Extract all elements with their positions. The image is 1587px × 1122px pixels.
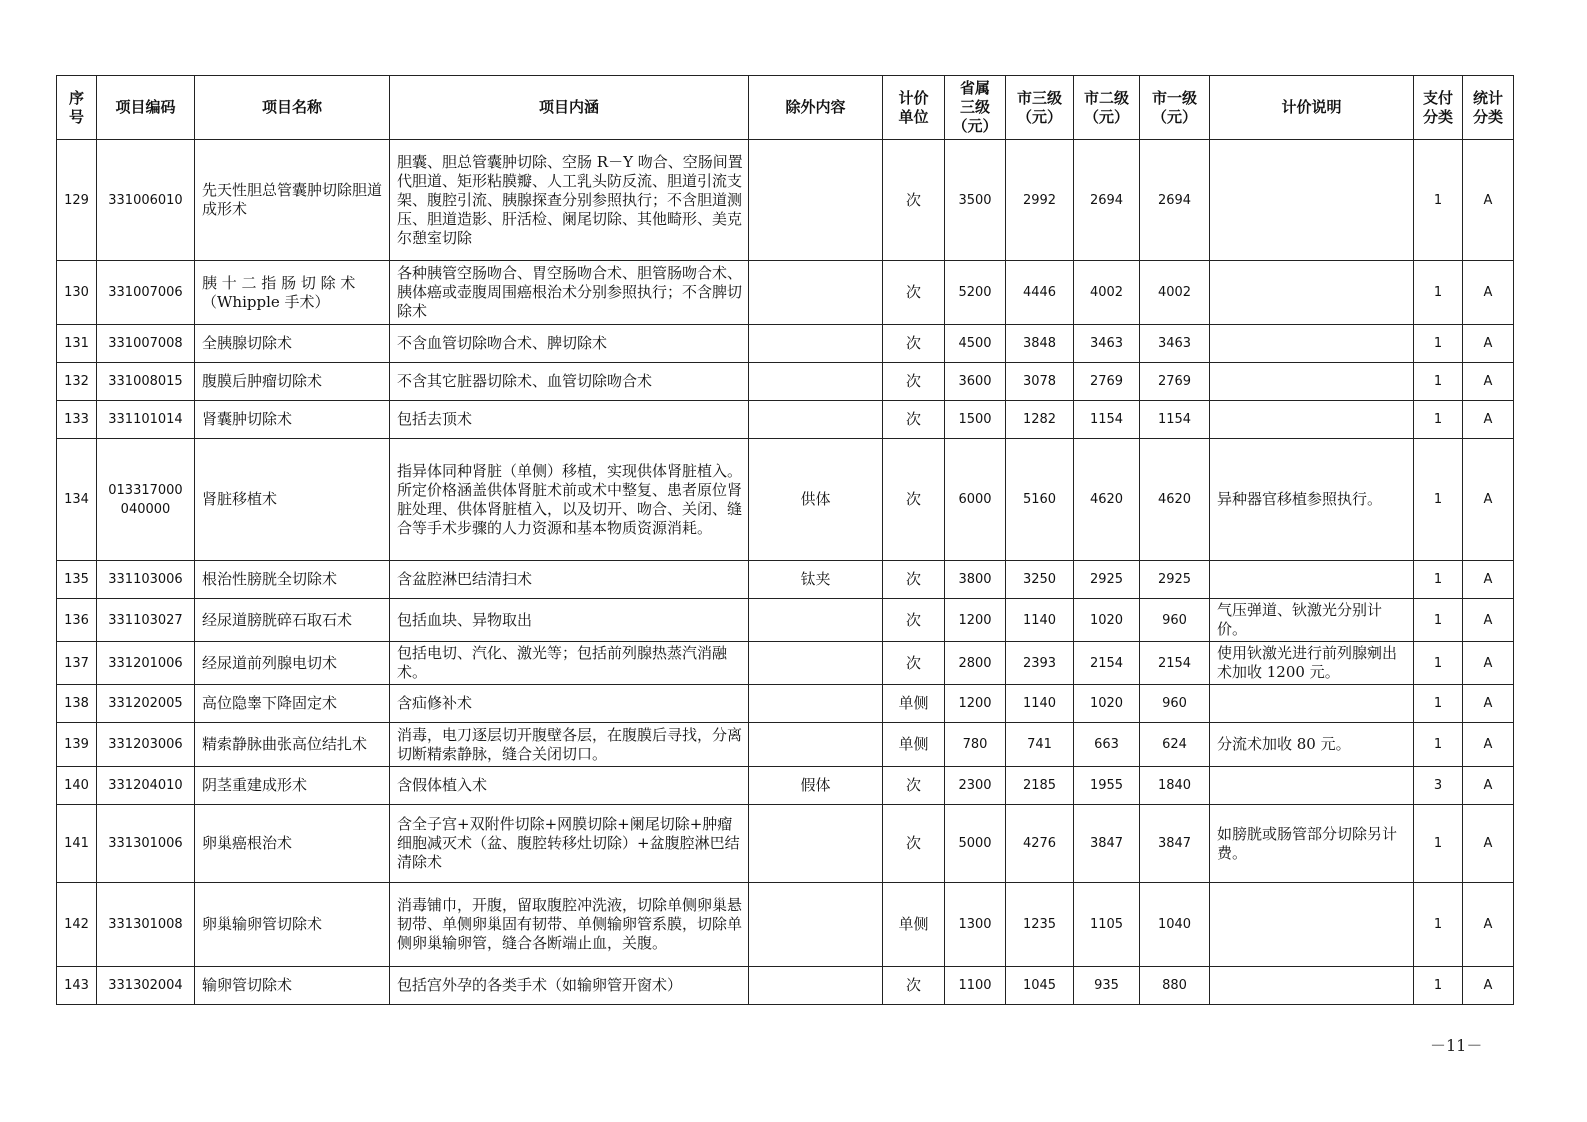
row-unit: 次 — [883, 561, 945, 599]
table-row — [57, 439, 1514, 561]
row-stat-class: A — [1463, 685, 1514, 723]
row-content: 包括血块、异物取出 — [390, 599, 749, 642]
row-content: 含假体植入术 — [390, 767, 749, 805]
row-city3-price: 1140 — [1006, 599, 1074, 642]
row-city3-price: 2185 — [1006, 767, 1074, 805]
fee-schedule-table — [56, 75, 1514, 1005]
row-stat-class: A — [1463, 401, 1514, 439]
row-city3-price: 5160 — [1006, 439, 1074, 561]
header-row — [57, 76, 1514, 140]
row-unit: 单侧 — [883, 723, 945, 767]
row-city2-price: 2769 — [1074, 363, 1140, 401]
table-row — [57, 599, 1514, 642]
row-note — [1210, 401, 1414, 439]
row-note — [1210, 883, 1414, 967]
header-note: 计价说明 — [1210, 76, 1414, 140]
row-name: 卵巢癌根治术 — [195, 805, 390, 883]
row-city2-price: 3847 — [1074, 805, 1140, 883]
table-row — [57, 967, 1514, 1005]
row-stat-class: A — [1463, 599, 1514, 642]
header-code: 项目编码 — [97, 76, 195, 140]
table-row — [57, 261, 1514, 325]
row-pay-class: 1 — [1414, 401, 1463, 439]
header-unit: 计价 单位 — [883, 76, 945, 140]
row-city1-price: 2694 — [1140, 140, 1210, 261]
row-city2-price: 2694 — [1074, 140, 1140, 261]
row-excluded: 供体 — [749, 439, 883, 561]
row-city2-price: 1020 — [1074, 599, 1140, 642]
row-prov-price: 4500 — [945, 325, 1006, 363]
row-content: 包括宫外孕的各类手术（如输卵管开窗术） — [390, 967, 749, 1005]
row-prov-price: 780 — [945, 723, 1006, 767]
row-city1-price: 1040 — [1140, 883, 1210, 967]
row-code: 331203006 — [97, 723, 195, 767]
row-note — [1210, 767, 1414, 805]
row-pay-class: 1 — [1414, 325, 1463, 363]
row-pay-class: 1 — [1414, 261, 1463, 325]
row-name: 经尿道前列腺电切术 — [195, 642, 390, 685]
row-name: 肾脏移植术 — [195, 439, 390, 561]
row-city2-price: 2154 — [1074, 642, 1140, 685]
row-code: 331302004 — [97, 967, 195, 1005]
header-excluded: 除外内容 — [749, 76, 883, 140]
row-note: 使用钬激光进行前列腺剜出术加收 1200 元。 — [1210, 642, 1414, 685]
row-content: 消毒，电刀逐层切开腹壁各层，在腹膜后寻找，分离切断精索静脉，缝合关闭切口。 — [390, 723, 749, 767]
row-seq: 129 — [57, 140, 97, 261]
row-city2-price: 3463 — [1074, 325, 1140, 363]
header-city2: 市二级 （元） — [1074, 76, 1140, 140]
row-prov-price: 3800 — [945, 561, 1006, 599]
row-seq: 130 — [57, 261, 97, 325]
row-prov-price: 1500 — [945, 401, 1006, 439]
table-row — [57, 685, 1514, 723]
row-unit: 次 — [883, 767, 945, 805]
table-row — [57, 767, 1514, 805]
row-city1-price: 3847 — [1140, 805, 1210, 883]
row-seq: 140 — [57, 767, 97, 805]
table-row — [57, 642, 1514, 685]
row-prov-price: 2300 — [945, 767, 1006, 805]
row-city1-price: 2925 — [1140, 561, 1210, 599]
row-stat-class: A — [1463, 261, 1514, 325]
row-code: 331301006 — [97, 805, 195, 883]
row-stat-class: A — [1463, 642, 1514, 685]
row-name: 阴茎重建成形术 — [195, 767, 390, 805]
row-name: 输卵管切除术 — [195, 967, 390, 1005]
header-pay: 支付 分类 — [1414, 76, 1463, 140]
row-city3-price: 4446 — [1006, 261, 1074, 325]
row-unit: 次 — [883, 325, 945, 363]
row-excluded — [749, 325, 883, 363]
row-code: 331101014 — [97, 401, 195, 439]
row-stat-class: A — [1463, 439, 1514, 561]
row-city3-price: 1282 — [1006, 401, 1074, 439]
header-name: 项目名称 — [195, 76, 390, 140]
row-note — [1210, 325, 1414, 363]
row-stat-class: A — [1463, 723, 1514, 767]
row-city1-price: 1840 — [1140, 767, 1210, 805]
table-row — [57, 561, 1514, 599]
row-seq: 135 — [57, 561, 97, 599]
row-content: 各种胰管空肠吻合、胃空肠吻合术、胆管肠吻合术、胰体癌或壶腹周围癌根治术分别参照执行；不含脾切除术 — [390, 261, 749, 325]
row-excluded — [749, 883, 883, 967]
row-prov-price: 5000 — [945, 805, 1006, 883]
row-seq: 134 — [57, 439, 97, 561]
row-content: 胆囊、胆总管囊肿切除、空肠 R－Y 吻合、空肠间置代胆道、矩形粘膜瓣、人工乳头防反流、胆道引流支架、腹腔引流、胰腺探查分别参照执行；不含胆道测压、胆道造影、肝活检、阑尾切除、其他畸形、美克尔憩室切除 — [390, 140, 749, 261]
row-seq: 139 — [57, 723, 97, 767]
row-pay-class: 1 — [1414, 363, 1463, 401]
row-unit: 次 — [883, 599, 945, 642]
row-seq: 142 — [57, 883, 97, 967]
row-city1-price: 2154 — [1140, 642, 1210, 685]
row-note: 异种器官移植参照执行。 — [1210, 439, 1414, 561]
row-name: 全胰腺切除术 — [195, 325, 390, 363]
row-excluded — [749, 140, 883, 261]
row-city2-price: 4002 — [1074, 261, 1140, 325]
row-prov-price: 3500 — [945, 140, 1006, 261]
table-row — [57, 723, 1514, 767]
row-unit: 次 — [883, 140, 945, 261]
row-content: 包括电切、汽化、激光等；包括前列腺热蒸汽消融术。 — [390, 642, 749, 685]
row-stat-class: A — [1463, 363, 1514, 401]
row-code: 331008015 — [97, 363, 195, 401]
row-city2-price: 663 — [1074, 723, 1140, 767]
row-pay-class: 1 — [1414, 599, 1463, 642]
row-name: 卵巢输卵管切除术 — [195, 883, 390, 967]
row-name: 腹膜后肿瘤切除术 — [195, 363, 390, 401]
row-unit: 次 — [883, 642, 945, 685]
row-name: 精索静脉曲张高位结扎术 — [195, 723, 390, 767]
row-seq: 143 — [57, 967, 97, 1005]
row-note — [1210, 363, 1414, 401]
row-name: 经尿道膀胱碎石取石术 — [195, 599, 390, 642]
row-city3-price: 4276 — [1006, 805, 1074, 883]
row-seq: 137 — [57, 642, 97, 685]
table-row — [57, 140, 1514, 261]
row-unit: 次 — [883, 967, 945, 1005]
row-name: 根治性膀胱全切除术 — [195, 561, 390, 599]
row-code: 331103006 — [97, 561, 195, 599]
row-pay-class: 1 — [1414, 685, 1463, 723]
row-code: 331201006 — [97, 642, 195, 685]
row-name: 先天性胆总管囊肿切除胆道成形术 — [195, 140, 390, 261]
row-code: 331007006 — [97, 261, 195, 325]
row-city1-price: 960 — [1140, 685, 1210, 723]
header-city3: 市三级 （元） — [1006, 76, 1074, 140]
row-pay-class: 1 — [1414, 140, 1463, 261]
row-city3-price: 3250 — [1006, 561, 1074, 599]
row-prov-price: 5200 — [945, 261, 1006, 325]
row-city3-price: 741 — [1006, 723, 1074, 767]
header-seq: 序 号 — [57, 76, 97, 140]
row-stat-class: A — [1463, 325, 1514, 363]
row-city2-price: 935 — [1074, 967, 1140, 1005]
row-prov-price: 3600 — [945, 363, 1006, 401]
row-code: 331204010 — [97, 767, 195, 805]
row-content: 含全子宫+双附件切除+网膜切除+阑尾切除+肿瘤细胞减灭术（盆、腹腔转移灶切除）+盆腹腔淋巴结清除术 — [390, 805, 749, 883]
row-content: 指异体同种肾脏（单侧）移植，实现供体肾脏植入。所定价格涵盖供体肾脏术前或术中整复、患者原位肾脏处理、供体肾脏植入，以及切开、吻合、关闭、缝合等手术步骤的人力资源和基本物质资源消耗。 — [390, 439, 749, 561]
row-unit: 次 — [883, 261, 945, 325]
row-note — [1210, 967, 1414, 1005]
row-city1-price: 4002 — [1140, 261, 1210, 325]
row-excluded — [749, 805, 883, 883]
row-prov-price: 2800 — [945, 642, 1006, 685]
row-excluded — [749, 599, 883, 642]
row-content: 不含其它脏器切除术、血管切除吻合术 — [390, 363, 749, 401]
row-city1-price: 960 — [1140, 599, 1210, 642]
row-city1-price: 3463 — [1140, 325, 1210, 363]
row-city2-price: 1020 — [1074, 685, 1140, 723]
row-city1-price: 880 — [1140, 967, 1210, 1005]
row-seq: 136 — [57, 599, 97, 642]
row-prov-price: 6000 — [945, 439, 1006, 561]
row-city1-price: 2769 — [1140, 363, 1210, 401]
row-pay-class: 1 — [1414, 723, 1463, 767]
row-stat-class: A — [1463, 805, 1514, 883]
row-city3-price: 2393 — [1006, 642, 1074, 685]
row-name: 高位隐睾下降固定术 — [195, 685, 390, 723]
row-note — [1210, 685, 1414, 723]
row-pay-class: 1 — [1414, 642, 1463, 685]
row-city3-price: 1140 — [1006, 685, 1074, 723]
row-prov-price: 1200 — [945, 685, 1006, 723]
row-excluded — [749, 401, 883, 439]
row-note: 分流术加收 80 元。 — [1210, 723, 1414, 767]
row-prov-price: 1200 — [945, 599, 1006, 642]
row-excluded — [749, 685, 883, 723]
row-city1-price: 1154 — [1140, 401, 1210, 439]
table-row — [57, 805, 1514, 883]
row-excluded — [749, 261, 883, 325]
row-excluded — [749, 642, 883, 685]
row-excluded — [749, 363, 883, 401]
row-name: 胰 十 二 指 肠 切 除 术（Whipple 手术） — [195, 261, 390, 325]
row-city1-price: 4620 — [1140, 439, 1210, 561]
row-prov-price: 1100 — [945, 967, 1006, 1005]
row-note — [1210, 261, 1414, 325]
table-row — [57, 325, 1514, 363]
row-content: 不含血管切除吻合术、脾切除术 — [390, 325, 749, 363]
row-seq: 132 — [57, 363, 97, 401]
row-city2-price: 4620 — [1074, 439, 1140, 561]
row-stat-class: A — [1463, 883, 1514, 967]
page-number: －11－ — [1430, 1036, 1483, 1055]
row-stat-class: A — [1463, 561, 1514, 599]
row-city3-price: 1045 — [1006, 967, 1074, 1005]
row-stat-class: A — [1463, 140, 1514, 261]
row-pay-class: 3 — [1414, 767, 1463, 805]
row-city2-price: 2925 — [1074, 561, 1140, 599]
row-excluded: 钛夹 — [749, 561, 883, 599]
row-unit: 次 — [883, 363, 945, 401]
row-content: 含盆腔淋巴结清扫术 — [390, 561, 749, 599]
header-stat: 统计 分类 — [1463, 76, 1514, 140]
row-pay-class: 1 — [1414, 439, 1463, 561]
row-seq: 131 — [57, 325, 97, 363]
row-prov-price: 1300 — [945, 883, 1006, 967]
row-code: 331007008 — [97, 325, 195, 363]
row-seq: 141 — [57, 805, 97, 883]
row-code: 331006010 — [97, 140, 195, 261]
row-pay-class: 1 — [1414, 967, 1463, 1005]
row-content: 含疝修补术 — [390, 685, 749, 723]
row-unit: 次 — [883, 805, 945, 883]
row-city1-price: 624 — [1140, 723, 1210, 767]
row-unit: 单侧 — [883, 883, 945, 967]
row-city3-price: 1235 — [1006, 883, 1074, 967]
row-pay-class: 1 — [1414, 883, 1463, 967]
row-stat-class: A — [1463, 967, 1514, 1005]
row-name: 肾囊肿切除术 — [195, 401, 390, 439]
row-city3-price: 3848 — [1006, 325, 1074, 363]
row-excluded — [749, 967, 883, 1005]
row-content: 包括去顶术 — [390, 401, 749, 439]
row-city3-price: 2992 — [1006, 140, 1074, 261]
row-city2-price: 1154 — [1074, 401, 1140, 439]
row-pay-class: 1 — [1414, 561, 1463, 599]
row-city2-price: 1105 — [1074, 883, 1140, 967]
row-content: 消毒铺巾，开腹，留取腹腔冲洗液，切除单侧卵巢悬韧带、单侧卵巢固有韧带、单侧输卵管系膜，切除单侧卵巢输卵管，缝合各断端止血，关腹。 — [390, 883, 749, 967]
table-row — [57, 883, 1514, 967]
row-unit: 次 — [883, 401, 945, 439]
row-note — [1210, 140, 1414, 261]
row-note — [1210, 561, 1414, 599]
row-unit: 单侧 — [883, 685, 945, 723]
row-pay-class: 1 — [1414, 805, 1463, 883]
row-code: 331202005 — [97, 685, 195, 723]
table-row — [57, 363, 1514, 401]
row-note: 如膀胱或肠管部分切除另计费。 — [1210, 805, 1414, 883]
row-unit: 次 — [883, 439, 945, 561]
header-city1: 市一级 （元） — [1140, 76, 1210, 140]
row-code: 013317000 040000 — [97, 439, 195, 561]
row-seq: 138 — [57, 685, 97, 723]
row-city2-price: 1955 — [1074, 767, 1140, 805]
header-content: 项目内涵 — [390, 76, 749, 140]
row-code: 331103027 — [97, 599, 195, 642]
row-seq: 133 — [57, 401, 97, 439]
header-prov: 省属 三级 （元） — [945, 76, 1006, 140]
table-row — [57, 401, 1514, 439]
row-excluded: 假体 — [749, 767, 883, 805]
row-code: 331301008 — [97, 883, 195, 967]
row-note: 气压弹道、钬激光分别计价。 — [1210, 599, 1414, 642]
row-excluded — [749, 723, 883, 767]
row-city3-price: 3078 — [1006, 363, 1074, 401]
row-stat-class: A — [1463, 767, 1514, 805]
